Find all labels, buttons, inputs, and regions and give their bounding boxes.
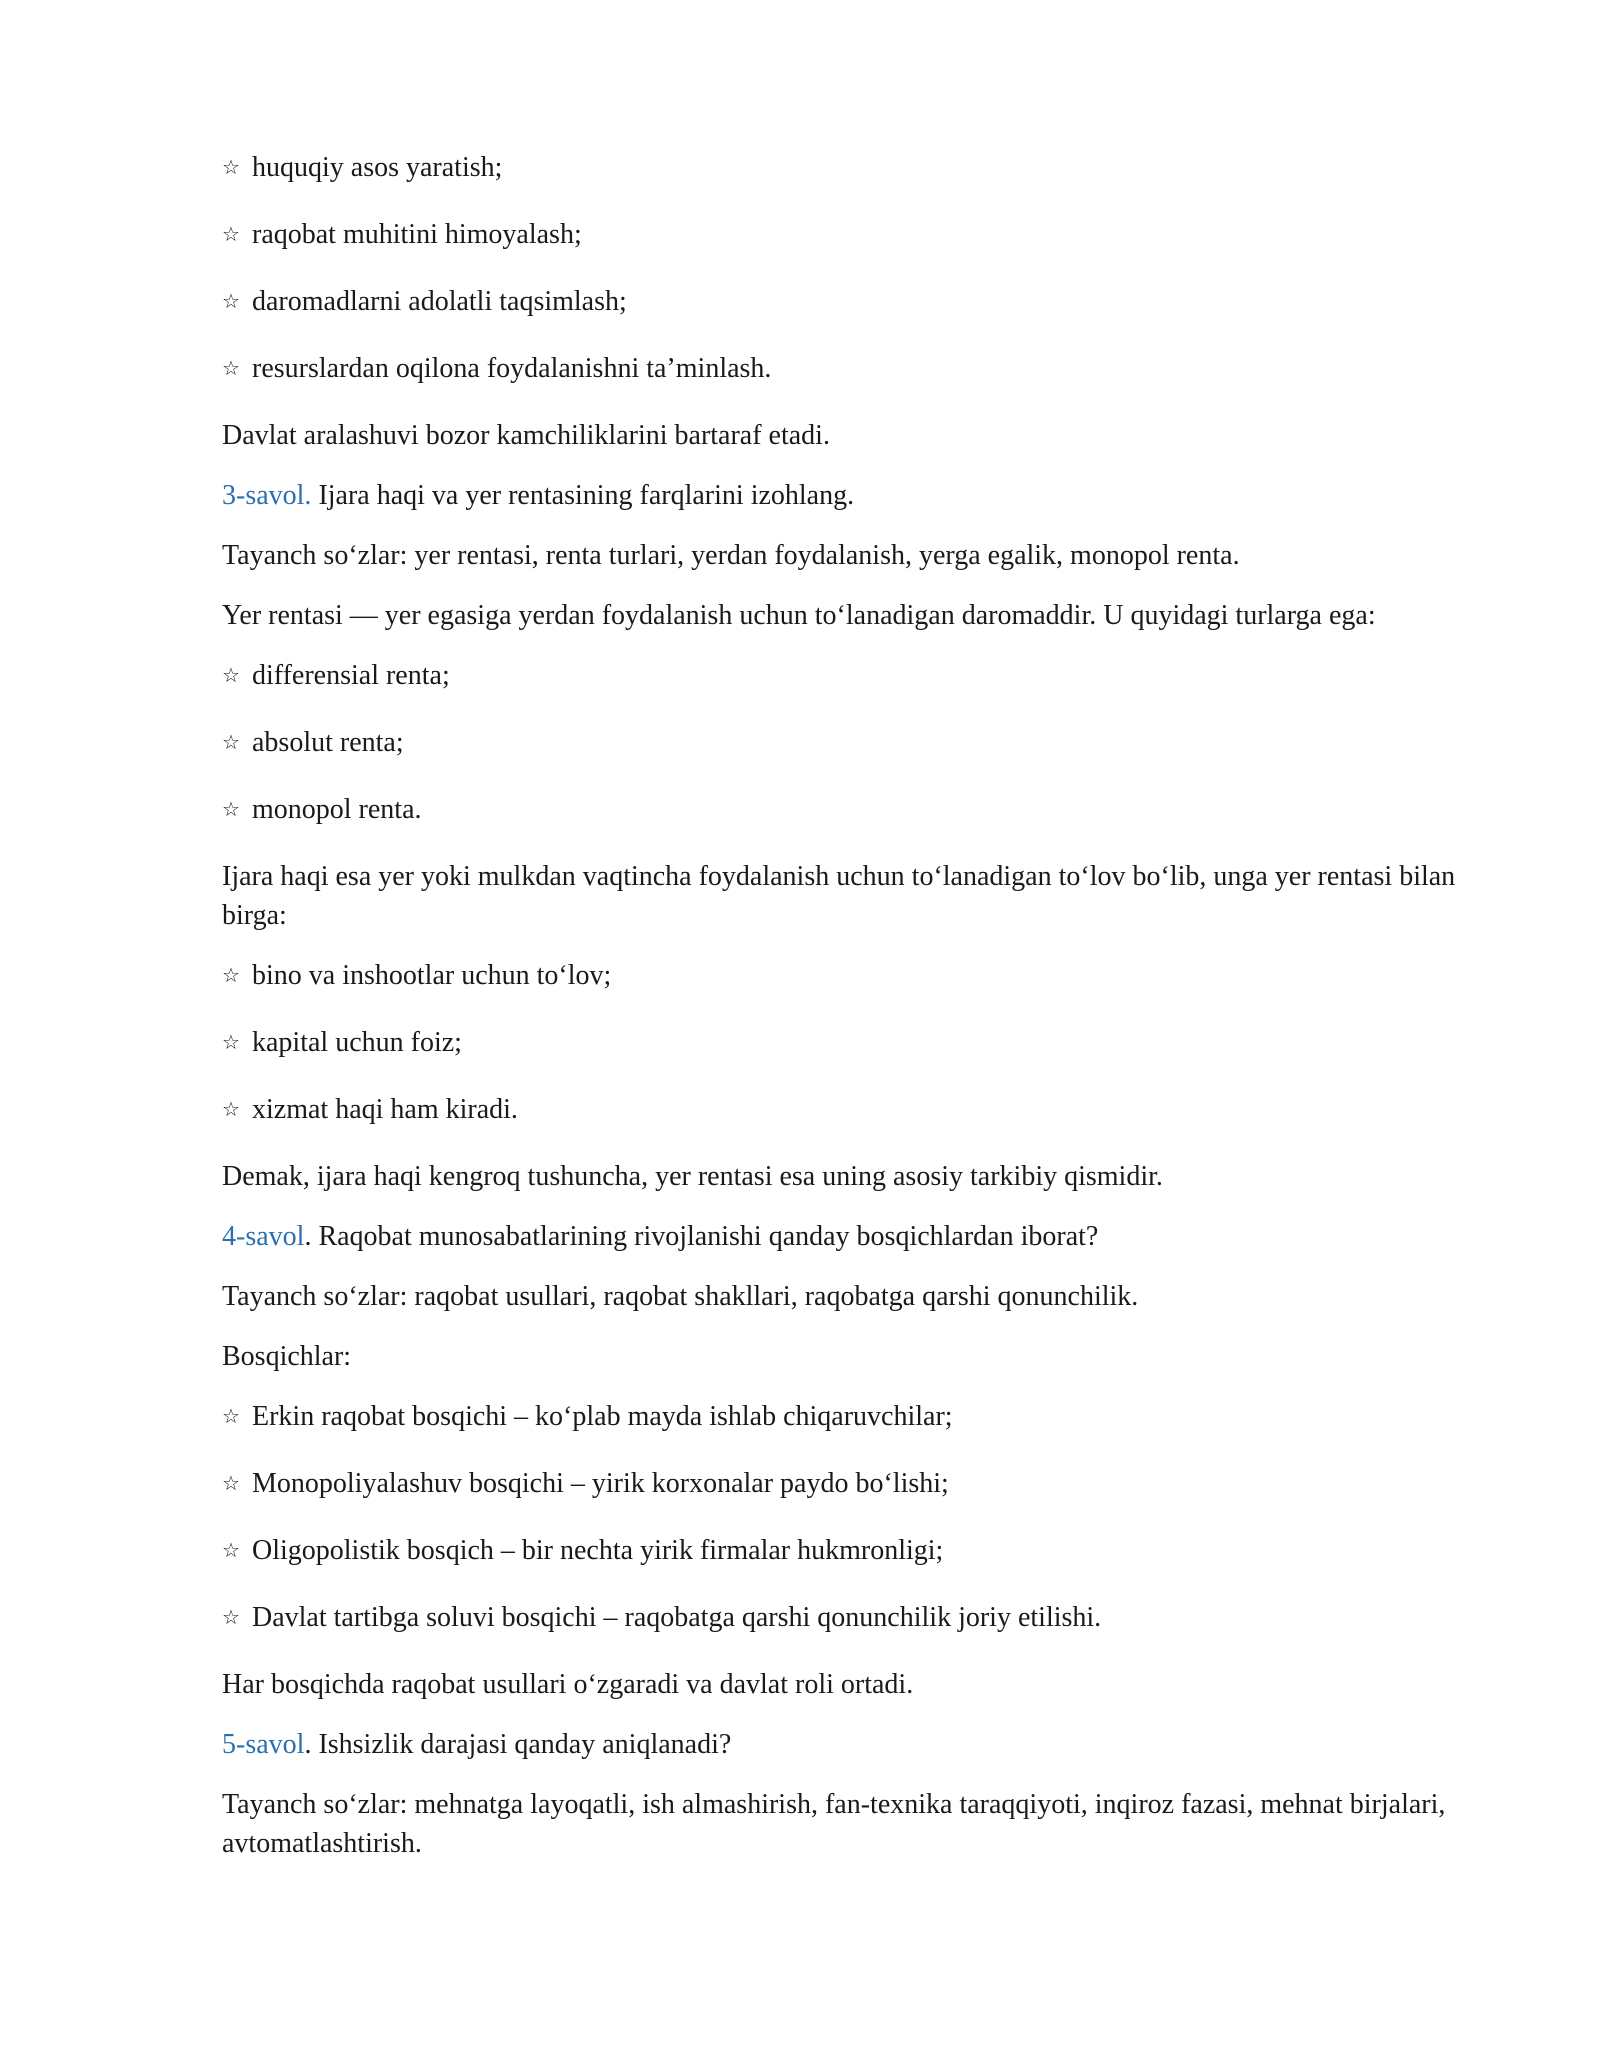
bullet-item xyxy=(222,1397,1492,1436)
bullet-item xyxy=(222,1023,1492,1062)
bullet-item xyxy=(222,215,1492,254)
bullet-text: xizmat haqi ham kiradi. xyxy=(252,1094,518,1125)
bullet-item xyxy=(222,282,1492,321)
star-icon: ☆ xyxy=(222,1538,240,1562)
bullet-text: Davlat tartibga soluvi bosqichi – raqobatga qarshi qonunchilik joriy etilishi. xyxy=(252,1602,1102,1633)
bullet-text: absolut renta; xyxy=(252,727,404,758)
question-heading xyxy=(222,476,1492,515)
bullet-text: raqobat muhitini himoyalash; xyxy=(252,219,582,250)
paragraph: Tayanch so‘zlar: mehnatga layoqatli, ish almashirish, fan-texnika taraqqiyoti, inqiroz fazasi, mehnat birjalari, avtomatlashtirish. xyxy=(222,1789,1446,1859)
bullet-text: monopol renta. xyxy=(252,794,422,825)
star-icon: ☆ xyxy=(222,730,240,754)
paragraph: Bosqichlar: xyxy=(222,1341,352,1372)
bullet-text: resurslardan oqilona foydalanishni ta’minlash. xyxy=(252,353,772,384)
bullet-text: kapital uchun foiz; xyxy=(252,1027,462,1058)
question-number: 3-savol. xyxy=(222,480,312,511)
bullet-text: Monopoliyalashuv bosqichi – yirik korxonalar paydo bo‘lishi; xyxy=(252,1468,949,1499)
bullet-item xyxy=(222,956,1492,995)
bullet-item xyxy=(222,148,1492,187)
star-icon: ☆ xyxy=(222,1030,240,1054)
bullet-item xyxy=(222,656,1492,695)
star-icon: ☆ xyxy=(222,155,240,179)
bullet-item xyxy=(222,1090,1492,1129)
bullet-item xyxy=(222,723,1492,762)
bullet-item xyxy=(222,1598,1492,1637)
star-icon: ☆ xyxy=(222,797,240,821)
star-icon: ☆ xyxy=(222,963,240,987)
bullet-item xyxy=(222,1464,1492,1503)
question-heading xyxy=(222,1725,1492,1764)
bullet-item xyxy=(222,349,1492,388)
question-text: . Ishsizlik darajasi qanday aniqlanadi? xyxy=(304,1729,732,1760)
star-icon: ☆ xyxy=(222,1097,240,1121)
bullet-text: bino va inshootlar uchun to‘lov; xyxy=(252,960,612,991)
paragraph: Yer rentasi — yer egasiga yerdan foydalanish uchun to‘lanadigan daromaddir. U quyidagi turlarga ega: xyxy=(222,600,1376,631)
document-page xyxy=(222,148,1492,1884)
bullet-text: Erkin raqobat bosqichi – ko‘plab mayda ishlab chiqaruvchilar; xyxy=(252,1401,953,1432)
question-number: 5-savol xyxy=(222,1729,305,1760)
star-icon: ☆ xyxy=(222,289,240,313)
question-number: 4-savol xyxy=(222,1221,305,1252)
star-icon: ☆ xyxy=(222,1471,240,1495)
star-icon: ☆ xyxy=(222,1605,240,1629)
star-icon: ☆ xyxy=(222,222,240,246)
bullet-text: Oligopolistik bosqich – bir nechta yirik firmalar hukmronligi; xyxy=(252,1535,944,1566)
star-icon: ☆ xyxy=(222,1404,240,1428)
question-heading xyxy=(222,1217,1492,1256)
paragraph: Demak, ijara haqi kengroq tushuncha, yer rentasi esa uning asosiy tarkibiy qismidir. xyxy=(222,1161,1163,1192)
question-text: Ijara haqi va yer rentasining farqlarini izohlang. xyxy=(311,480,855,511)
paragraph: Tayanch so‘zlar: yer rentasi, renta turlari, yerdan foydalanish, yerga egalik, monopol renta. xyxy=(222,540,1240,571)
bullet-text: differensial renta; xyxy=(252,660,450,691)
paragraph: Tayanch so‘zlar: raqobat usullari, raqobat shakllari, raqobatga qarshi qonunchilik. xyxy=(222,1281,1139,1312)
paragraph: Davlat aralashuvi bozor kamchiliklarini bartaraf etadi. xyxy=(222,420,830,451)
paragraph: Ijara haqi esa yer yoki mulkdan vaqtincha foydalanish uchun to‘lanadigan to‘lov bo‘lib, unga yer rentasi bilan birga: xyxy=(222,861,1456,931)
bullet-text: daromadlarni adolatli taqsimlash; xyxy=(252,286,627,317)
star-icon: ☆ xyxy=(222,356,240,380)
bullet-item xyxy=(222,1531,1492,1570)
bullet-item xyxy=(222,790,1492,829)
question-text: . Raqobat munosabatlarining rivojlanishi qanday bosqichlardan iborat? xyxy=(304,1221,1099,1252)
star-icon: ☆ xyxy=(222,663,240,687)
paragraph: Har bosqichda raqobat usullari o‘zgaradi va davlat roli ortadi. xyxy=(222,1669,914,1700)
bullet-text: huquqiy asos yaratish; xyxy=(252,152,503,183)
